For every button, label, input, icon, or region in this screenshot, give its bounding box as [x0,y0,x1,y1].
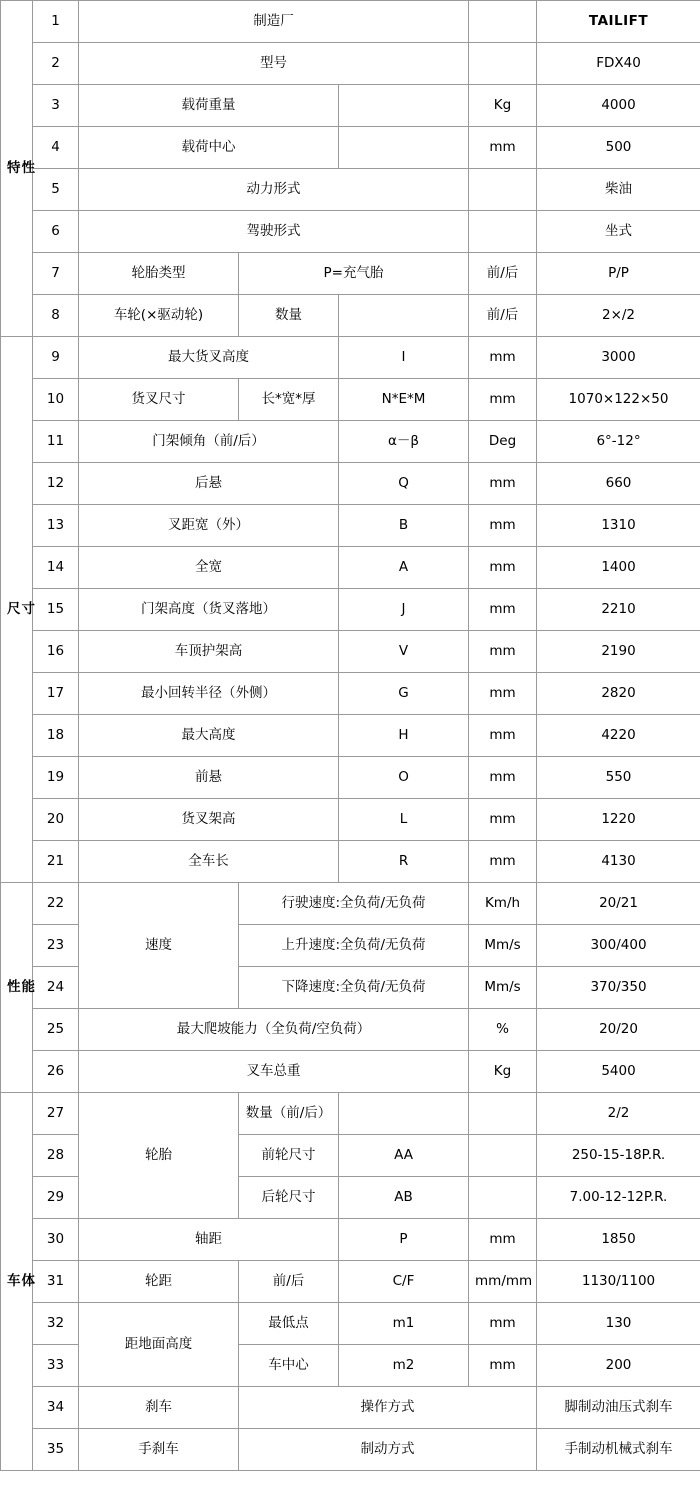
row-value: 手制动机械式刹车 [537,1429,700,1471]
row-unit: Mm/s [469,967,537,1009]
table-row [1,169,700,211]
row-symbol: B [339,505,469,547]
row-value: 130 [537,1303,700,1345]
row-value: 250-15-18P.R. [537,1135,700,1177]
row-name: 制造厂 [79,1,469,43]
row-sub: 后轮尺寸 [239,1177,339,1219]
table-row [1,547,700,589]
table-row [1,1219,700,1261]
table-row [1,379,700,421]
row-number: 17 [33,673,79,715]
row-value: 2190 [537,631,700,673]
row-symbol: AA [339,1135,469,1177]
row-unit: mm [469,1219,537,1261]
row-value: 660 [537,463,700,505]
row-name: 全车长 [79,841,339,883]
row-value: 5400 [537,1051,700,1093]
row-number: 4 [33,127,79,169]
row-sub: 操作方式 [239,1387,537,1429]
row-unit: mm [469,505,537,547]
row-unit [469,1093,537,1135]
row-unit [469,1177,537,1219]
row-sub: 数量 [239,295,339,337]
row-unit: mm [469,841,537,883]
table-row [1,883,700,925]
row-number: 2 [33,43,79,85]
group-label-dimensions: 尺寸 [1,337,33,883]
row-name: 车顶护架高 [79,631,339,673]
table-row [1,1429,700,1471]
row-value: 3000 [537,337,700,379]
row-sub: 数量（前/后） [239,1093,339,1135]
row-number: 34 [33,1387,79,1429]
group-label-chassis: 车体 [1,1093,33,1471]
table-row [1,1387,700,1429]
table-row [1,589,700,631]
table-row [1,841,700,883]
row-value: 2210 [537,589,700,631]
row-name: 驾驶形式 [79,211,469,253]
row-number: 6 [33,211,79,253]
row-unit: mm/mm [469,1261,537,1303]
row-number: 10 [33,379,79,421]
table-row [1,715,700,757]
row-value: 1400 [537,547,700,589]
row-number: 20 [33,799,79,841]
row-value: 4130 [537,841,700,883]
table-row [1,1,700,43]
table-row [1,1093,700,1135]
row-symbol: P [339,1219,469,1261]
row-number: 29 [33,1177,79,1219]
row-value: 2/2 [537,1093,700,1135]
row-value: 200 [537,1345,700,1387]
row-name: 轮胎类型 [79,253,239,295]
row-symbol: Q [339,463,469,505]
row-number: 19 [33,757,79,799]
row-name: 全宽 [79,547,339,589]
row-sub: 前/后 [239,1261,339,1303]
row-symbol [339,1093,469,1135]
table-row [1,799,700,841]
row-unit: mm [469,463,537,505]
row-name: 车轮(×驱动轮) [79,295,239,337]
row-number: 24 [33,967,79,1009]
row-number: 30 [33,1219,79,1261]
row-symbol: H [339,715,469,757]
row-symbol: m1 [339,1303,469,1345]
row-unit [469,1135,537,1177]
speed-description: 上升速度:全负荷/无负荷 [239,925,469,967]
table-row [1,127,700,169]
table-row [1,1261,700,1303]
row-name: 后悬 [79,463,339,505]
row-name: 刹车 [79,1387,239,1429]
row-unit: mm [469,715,537,757]
row-symbol [339,127,469,169]
row-value: 6°-12° [537,421,700,463]
row-number: 15 [33,589,79,631]
row-symbol: O [339,757,469,799]
row-name: 叉车总重 [79,1051,469,1093]
row-unit [469,43,537,85]
row-value-brand: TAILIFT [537,1,700,43]
row-name: 动力形式 [79,169,469,211]
row-symbol: L [339,799,469,841]
row-symbol [339,85,469,127]
row-value: 脚制动油压式刹车 [537,1387,700,1429]
row-symbol: α－β [339,421,469,463]
speed-description: 行驶速度:全负荷/无负荷 [239,883,469,925]
row-unit: 前/后 [469,253,537,295]
row-number: 3 [33,85,79,127]
row-sub: 制动方式 [239,1429,537,1471]
table-row [1,43,700,85]
speed-description: 下降速度:全负荷/无负荷 [239,967,469,1009]
row-name: 载荷中心 [79,127,339,169]
row-value: 20/21 [537,883,700,925]
row-value: 2×/2 [537,295,700,337]
group-label-performance: 性能 [1,883,33,1093]
table-row [1,757,700,799]
row-number: 11 [33,421,79,463]
row-number: 33 [33,1345,79,1387]
row-name: 轮距 [79,1261,239,1303]
row-unit: mm [469,673,537,715]
row-unit: Deg [469,421,537,463]
row-unit [469,169,537,211]
row-number: 27 [33,1093,79,1135]
table-row [1,1303,700,1345]
row-value: 1220 [537,799,700,841]
row-value: 550 [537,757,700,799]
table-row [1,85,700,127]
row-symbol: J [339,589,469,631]
row-unit: Kg [469,85,537,127]
row-name: 最大货叉高度 [79,337,339,379]
row-symbol: G [339,673,469,715]
row-number: 21 [33,841,79,883]
row-name: 型号 [79,43,469,85]
table-row [1,1051,700,1093]
row-number: 9 [33,337,79,379]
row-value: FDX40 [537,43,700,85]
row-number: 31 [33,1261,79,1303]
tire-label: 轮胎 [79,1093,239,1219]
row-unit: mm [469,1345,537,1387]
row-sub: 前轮尺寸 [239,1135,339,1177]
row-symbol: AB [339,1177,469,1219]
row-symbol: C/F [339,1261,469,1303]
row-unit: mm [469,1303,537,1345]
row-number: 32 [33,1303,79,1345]
row-unit: mm [469,547,537,589]
row-number: 12 [33,463,79,505]
group-label-characteristics: 特性 [1,1,33,337]
row-number: 8 [33,295,79,337]
table-row [1,463,700,505]
table-row [1,631,700,673]
table-row [1,337,700,379]
row-sub: P=充气胎 [239,253,469,295]
row-number: 23 [33,925,79,967]
row-value: 4220 [537,715,700,757]
table-row [1,421,700,463]
row-unit: mm [469,379,537,421]
row-unit: mm [469,757,537,799]
row-name: 门架高度（货叉落地） [79,589,339,631]
row-number: 16 [33,631,79,673]
row-symbol: V [339,631,469,673]
row-unit: Km/h [469,883,537,925]
table-row [1,673,700,715]
speed-label: 速度 [79,883,239,1009]
row-value: 370/350 [537,967,700,1009]
ground-clearance-label: 距地面高度 [79,1303,239,1387]
row-symbol: N*E*M [339,379,469,421]
table-row [1,505,700,547]
row-unit: mm [469,631,537,673]
row-value: 1070×122×50 [537,379,700,421]
row-name: 轴距 [79,1219,339,1261]
row-number: 5 [33,169,79,211]
row-value: 2820 [537,673,700,715]
row-number: 35 [33,1429,79,1471]
row-unit: % [469,1009,537,1051]
row-number: 13 [33,505,79,547]
row-name: 叉距宽（外） [79,505,339,547]
row-value: 1130/1100 [537,1261,700,1303]
row-unit: 前/后 [469,295,537,337]
row-value: 4000 [537,85,700,127]
row-number: 14 [33,547,79,589]
row-value: 坐式 [537,211,700,253]
row-value: 500 [537,127,700,169]
table-row [1,211,700,253]
row-number: 26 [33,1051,79,1093]
row-unit [469,211,537,253]
row-unit: mm [469,589,537,631]
row-symbol: I [339,337,469,379]
row-symbol [339,295,469,337]
row-number: 1 [33,1,79,43]
row-value: 7.00-12-12P.R. [537,1177,700,1219]
row-value: 20/20 [537,1009,700,1051]
row-name: 最大高度 [79,715,339,757]
row-value: 1850 [537,1219,700,1261]
table-row [1,253,700,295]
row-symbol: R [339,841,469,883]
row-name: 手刹车 [79,1429,239,1471]
row-value: P/P [537,253,700,295]
table-row [1,295,700,337]
row-unit: mm [469,127,537,169]
row-sub: 车中心 [239,1345,339,1387]
row-number: 18 [33,715,79,757]
row-name: 门架倾角（前/后） [79,421,339,463]
row-value: 1310 [537,505,700,547]
row-symbol: m2 [339,1345,469,1387]
row-sub: 最低点 [239,1303,339,1345]
row-number: 7 [33,253,79,295]
row-unit: Kg [469,1051,537,1093]
row-symbol: A [339,547,469,589]
row-unit: mm [469,337,537,379]
row-number: 22 [33,883,79,925]
row-value: 300/400 [537,925,700,967]
table-row [1,1009,700,1051]
row-name: 最小回转半径（外侧） [79,673,339,715]
row-value: 柴油 [537,169,700,211]
row-sub: 长*宽*厚 [239,379,339,421]
row-number: 28 [33,1135,79,1177]
row-name: 货叉架高 [79,799,339,841]
row-name: 载荷重量 [79,85,339,127]
row-name: 前悬 [79,757,339,799]
row-unit: mm [469,799,537,841]
row-name: 货叉尺寸 [79,379,239,421]
row-name: 最大爬坡能力（全负荷/空负荷） [79,1009,469,1051]
row-unit [469,1,537,43]
row-number: 25 [33,1009,79,1051]
row-unit: Mm/s [469,925,537,967]
